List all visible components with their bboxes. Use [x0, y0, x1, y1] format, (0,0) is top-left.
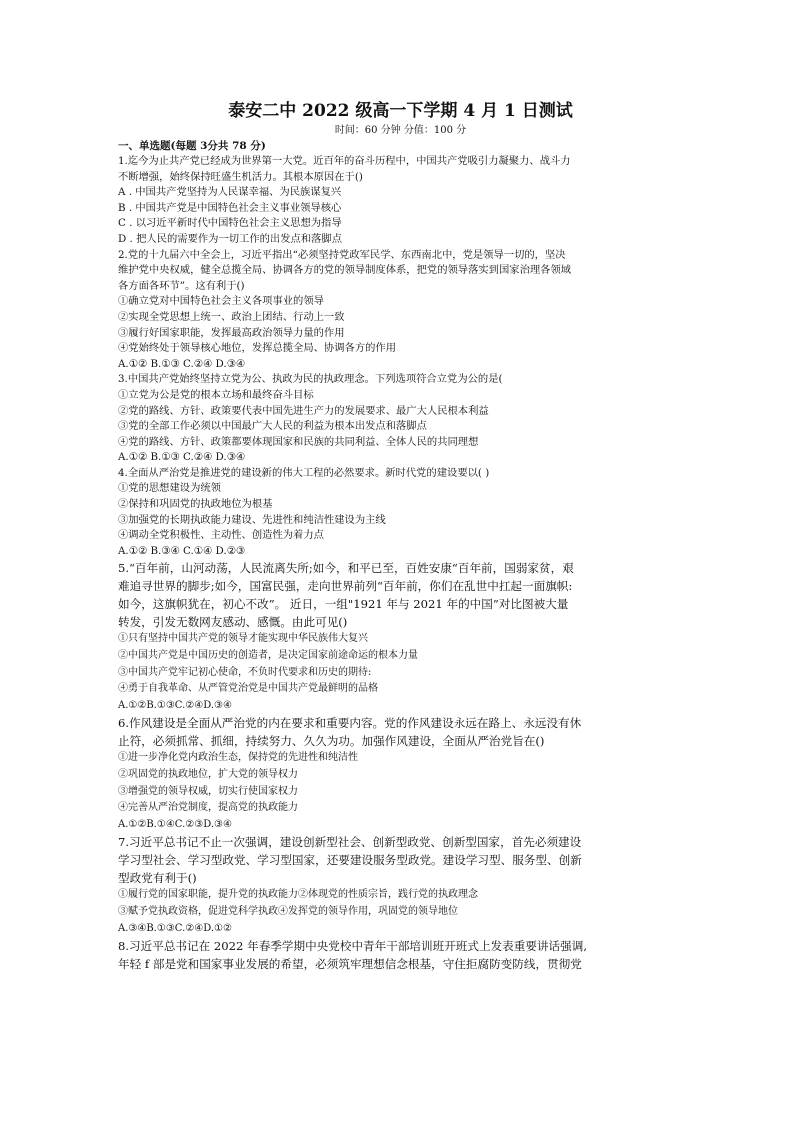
question-option: ①进一步净化党内政治生态，保持党的先进性和纯洁性 [118, 752, 358, 764]
question-line: 7.习近平总书记不止一次强调，建设创新型社会、创新型政党、创新型国家，首先必须建设 [118, 835, 582, 850]
question-line: D . 把人民的需要作为一切工作的出发点和落脚点 [118, 232, 343, 245]
question-option: ①只有坚持中国共产党的领导才能实现中华民族伟大复兴 [118, 633, 368, 645]
question-line: ②党的路线、方针、政策要代表中国先进生产力的发展要求、最广大人民根本利益 [118, 404, 489, 417]
question-line: ②保持和巩固党的执政地位为根基 [118, 498, 273, 511]
question-line: 难追寻世界的脚步;如今，国富民强，走向世界前列“百年前，你们在乱世中扛起一面旗帜: [118, 579, 573, 594]
question-option: ②中国共产党是中国历史的创造者，是决定国家前途命运的根本力量 [118, 650, 418, 662]
question-option: A.①②B.①③C.②④D.③④ [118, 699, 232, 711]
question-6 [118, 714, 683, 833]
question-list [118, 154, 683, 973]
question-4 [118, 466, 683, 560]
exam-title: 泰安二中 2022 级高一下学期 4 月 1 日测试 [228, 101, 573, 121]
question-option: A.①②B.①④C.②③D.③④ [118, 818, 232, 830]
question-line: ①确立党对中国特色社会主义各项事业的领导 [118, 295, 324, 308]
question-line: 如今，这旗帜犹在，初心不改”。 近日，一组"1921 年与 2021 年的中国”对比图被大量 [118, 597, 569, 612]
question-line: A.①② B.①③ C.②④ D.③④ [118, 451, 246, 464]
question-line: A . 中国共产党坚持为人民谋幸福、为民族谋复兴 [118, 186, 342, 199]
question-option: ④完善从严治党制度，提高党的执政能力 [118, 802, 298, 814]
question-option: ④勇于自我革命、从严管党治党是中国共产党最鲜明的品格 [118, 683, 378, 695]
question-option: ③增强党的领导权威，切实行使国家权力 [118, 785, 298, 797]
exam-meta: 时间：60 分钟 分值：100 分 [334, 125, 467, 136]
question-line: 止符，必须抓常、抓细，持续努力、久久为功。加强作风建设，全面从严治党旨在() [118, 734, 545, 749]
question-1 [118, 154, 683, 248]
question-line: ①立党为公是党的根本立场和最终奋斗目标 [118, 388, 314, 401]
question-line: 学习型社会、学习型政党、学习型国家，还要建设服务型政党。建设学习型、服务型、创新 [118, 853, 582, 868]
question-line: C . 以习近平新时代中国特色社会主义思想为指导 [118, 217, 342, 230]
question-line: 1.迄今为止共产党已经成为世界第一大党。近百年的奋斗历程中，中国共产党吸引力凝聚力、战斗力 [118, 155, 571, 167]
question-3 [118, 372, 683, 466]
question-line: 2.党的十九届六中全会上，习近平指出“必须坚持党政军民学、东西南北中，党是领导一切的，坚决 [118, 248, 566, 261]
question-line: 8.习近平总书记在 2022 年春季学期中央党校中青年干部培训班开班式上发表重要讲话强调, [118, 939, 588, 954]
question-line: 5.“百年前，山河动荡，人民流离失所;如今，和平已至，百姓安康“百年前，国弱家贫，艰 [118, 561, 574, 576]
question-line: ④党的路线、方针、政策都要体现国家和民族的共同利益、全体人民的共同理想 [118, 435, 479, 448]
section-heading: 一、单选题(每题 3分共 78 分) [118, 140, 266, 152]
question-line: ③履行好国家职能，发挥最高政治领导力量的作用 [118, 326, 345, 339]
question-line: 维护党中央权威，健全总揽全局、协调各方的党的领导制度体系，把党的领导落实到国家治理各领域 [118, 264, 572, 277]
question-option: ①履行党的国家职能，提升党的执政能力②体现党的性质宗旨，践行党的执政理念 [118, 889, 478, 901]
question-option: A.③④B.①③C.②④D.①② [118, 922, 232, 934]
question-2 [118, 248, 683, 373]
question-line: ④调动全党积极性、主动性、创造性为着力点 [118, 529, 324, 542]
question-line: ①党的思想建设为统领 [118, 482, 221, 495]
question-line: 不断增强，始终保持旺盛生机活力。其根本原因在于() [118, 170, 363, 183]
question-line: B . 中国共产党是中国特色社会主义事业领导核心 [118, 201, 342, 214]
question-8 [118, 937, 683, 973]
question-line: 年轻 f 部是党和国家事业发展的希望，必须筑牢理想信念根基，守住拒腐防变防线，贯彻党 [118, 957, 582, 972]
question-line: 4.全面从严治党是推进党的建设新的伟大工程的必然要求。新时代党的建设要以( ) [118, 466, 490, 479]
question-line: 6.作风建设是全面从严治党的内在要求和重要内容。党的作风建设永远在路上、永远没有休 [118, 716, 582, 731]
question-line: 3.中国共产党始终坚持立党为公、执政为民的执政理念。下列选项符合立党为公的是( [118, 373, 503, 386]
question-option: ③中国共产党牢记初心使命，不负时代要求和历史的期待: [118, 666, 372, 678]
question-line: ④党始终处于领导核心地位，发挥总揽全局、协调各方的作用 [118, 342, 397, 355]
question-line: A.①② B.③④ C.①④ D.②③ [118, 544, 246, 557]
question-line: ③党的全部工作必须以中国最广大人民的利益为根本出发点和落脚点 [118, 420, 427, 433]
question-7 [118, 833, 683, 937]
question-line: ②实现全党思想上统一、政治上团结、行动上一致 [118, 310, 345, 323]
question-line: A.①② B.①③ C.②④ D.③④ [118, 357, 246, 370]
question-line: 各方面各环节”。这有利于() [118, 279, 245, 292]
question-option: ③赋予党执政资格，促进党科学执政④发挥党的领导作用，巩固党的领导地位 [118, 905, 458, 917]
question-option: ②巩固党的执政地位，扩大党的领导权力 [118, 769, 298, 780]
question-line: ③加强党的长期执政能力建设、先进性和纯洁性建设为主线 [118, 513, 386, 526]
question-line: 型政党有利于() [118, 871, 197, 886]
exam-page [118, 100, 683, 973]
question-5 [118, 559, 683, 714]
question-line: 转发，引发无数网友感动、感慨。由此可见() [118, 615, 348, 630]
